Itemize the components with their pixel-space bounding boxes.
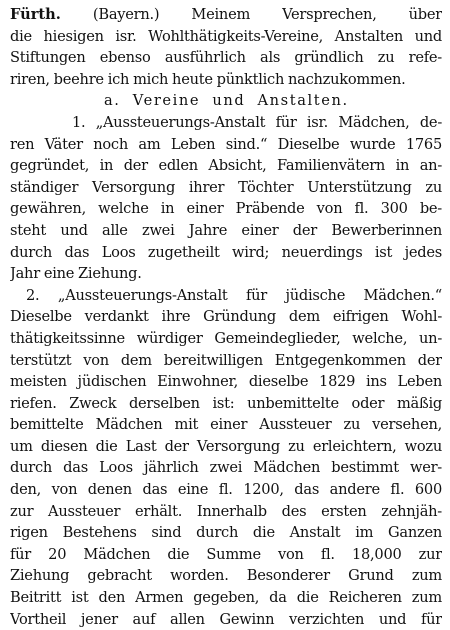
intro-text-1: Meinem Versprechen, über — [159, 6, 442, 23]
text-line-body-2: ren Väter noch am Leben sind.“ Dieselbe wurde 1765 — [10, 135, 442, 153]
text-line-body-16: um diesen die Last der Versorgung zu erleichtern, wozu — [10, 437, 442, 455]
text-line-body-20: rigen Bestehens sind durch die Anstalt im Ganzen — [10, 524, 442, 542]
text-line-intro-2: die hiesigen isr. Wohlthätigkeits-Vereine, Anstalten und — [10, 27, 442, 45]
text-line-body-10: Dieselbe verdankt ihre Gründung dem eifrigen Wohl- — [10, 308, 442, 326]
text-line-body-17: durch das Loos jährlich zwei Mädchen bestimmt wer- — [10, 459, 442, 477]
text-line-body-3: gegründet, in der edlen Absicht, Familienvätern in an- — [10, 157, 442, 175]
text-line-body-21: für 20 Mädchen die Summe von fl. 18,000 zur — [10, 545, 442, 563]
text-line-intro-4: riren, beehre ich mich heute pünktlich nachzukommen. — [10, 70, 406, 88]
text-line-intro-3: Stiftungen ebenso ausführlich als gründlich zu refe- — [10, 49, 442, 67]
text-line-body-6: steht und alle zwei Jahre einer der Bewerberinnen — [10, 221, 442, 239]
text-line-body-24: Vortheil jener auf allen Gewinn verzichten und für — [10, 610, 442, 628]
text-line-body-12: terstützt von dem bereitwilligen Entgegenkommen der — [10, 351, 442, 369]
text-line-body-1: 1. „Aussteuerungs-Anstalt für isr. Mädchen, de- — [72, 113, 442, 131]
text-line-body-22: Ziehung gebracht worden. Besonderer Grund zum — [10, 567, 442, 585]
section-heading: a. Vereine und Anstalten. — [104, 92, 349, 110]
place-name: Fürth. — [10, 6, 61, 23]
text-line-body-15: bemittelte Mädchen mit einer Aussteuer zu versehen, — [10, 416, 442, 434]
text-line-body-7: durch das Loos zugetheilt wird; neuerdings ist jedes — [10, 243, 442, 261]
region-name: (Bayern.) — [92, 6, 160, 23]
text-line-body-19: zur Aussteuer erhält. Innerhalb des ersten zehnjäh- — [10, 502, 442, 520]
text-line-body-9: 2. „Aussteuerungs-Anstalt für jüdische Mädchen.“ — [26, 286, 442, 304]
text-line-body-8: Jahr eine Ziehung. — [10, 265, 142, 283]
text-line-body-5: gewähren, welche in einer Präbende von fl. 300 be- — [10, 200, 442, 218]
text-line-body-4: ständiger Versorgung ihrer Töchter Unterstützung zu — [10, 178, 442, 196]
text-line-body-14: riefen. Zweck derselben ist: unbemittelte oder mäßig — [10, 394, 442, 412]
text-line-intro-1 — [10, 4, 442, 26]
text-line-body-23: Beitritt ist den Armen gegeben, da die Reicheren zum — [10, 589, 442, 607]
text-line-body-13: meisten jüdischen Einwohner, dieselbe 1829 ins Leben — [10, 373, 442, 391]
text-line-body-18: den, von denen das eine fl. 1200, das andere fl. 600 — [10, 481, 442, 499]
text-line-body-11: thätigkeitssinne würdiger Gemeindeglieder, welche, un- — [10, 329, 442, 347]
